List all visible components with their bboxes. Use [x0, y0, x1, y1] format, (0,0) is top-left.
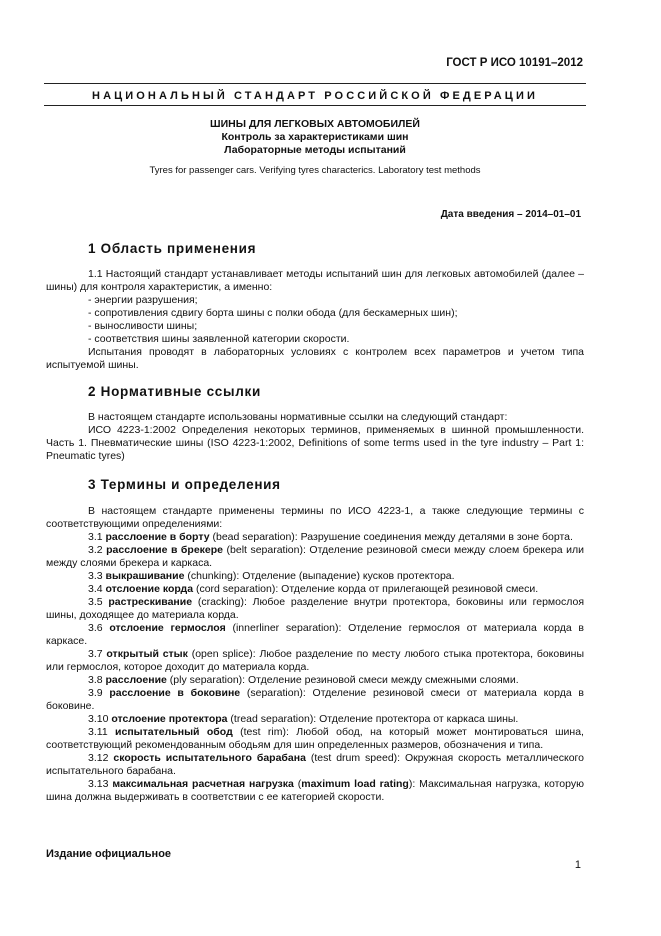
list-item: - энергии разрушения; — [88, 294, 198, 306]
term-name: расслоение в боковине — [109, 687, 241, 699]
document-id: ГОСТ Р ИСО 10191–2012 — [446, 57, 583, 69]
term-number: 3.5 — [88, 596, 109, 608]
term-name: максимальная расчетная нагрузка — [112, 778, 294, 790]
term-name: испытательный обод — [115, 726, 233, 738]
term-definition — [46, 596, 584, 622]
section-1-body — [46, 268, 584, 372]
term-definition — [46, 622, 584, 648]
paragraph: Испытания проводят в лабораторных условиях с контролем всех параметров и учетом типа испытуемой шины. — [46, 346, 584, 371]
term-definition: 3.13 максимальная расчетная нагрузка (maximum load rating): Максимальная нагрузка, которую шина должна выдерживать в соответствии с ее категорией скорости. — [46, 778, 584, 803]
section-3-heading: 3 Термины и определения — [88, 477, 281, 492]
term-number: 3.12 — [88, 752, 114, 764]
section-2-body — [46, 411, 584, 463]
paragraph: ИСО 4223-1:2002 Определения некоторых терминов, применяемых в шинной промышленности. Часть 1. Пневматические шины (ISO 4223-1:2002, Definitions of some terms used in the tyre industry – Part 1: Pneumatic tyres) — [46, 424, 584, 462]
term-number: 3.1 — [88, 531, 106, 543]
term-definition-text: (belt separation): Отделение резиновой смеси между слоем брекера или между слоями брекера и каркаса. — [46, 544, 585, 569]
header-rule-top — [44, 83, 586, 84]
term-definition — [46, 713, 584, 726]
term-definition-text: (separation): Отделение резиновой смеси от материала корда в боковине. — [46, 687, 584, 712]
list-item: - соответствия шины заявленной категории скорости. — [88, 333, 350, 345]
term-number: 3.13 — [88, 778, 113, 790]
term-definition-text: (ply separation): Отделение резиновой смеси между смежными слоями. — [166, 674, 519, 686]
section-1-heading: 1 Область применения — [88, 241, 257, 256]
term-definition-text: (tread separation): Отделение протектора от каркаса шины. — [227, 713, 519, 725]
term-number: 3.11 — [88, 726, 116, 738]
term-name: скорость испытательного барабана — [113, 752, 306, 764]
term-name-english: maximum load rating — [301, 778, 409, 790]
term-number: 3.6 — [88, 622, 110, 634]
term-name: выкрашивание — [105, 570, 185, 582]
term-definition-text: (open splice): Любое разделение по месту любого стыка протектора, боковины или гермослоя, которое доходит до материала корда. — [46, 648, 585, 673]
term-definition-text: (test rim): Любой обод, на который может монтироваться шина, соответствующий рекомендованным ободьям для шин определенных размеров, обозначения и типа. — [46, 726, 584, 751]
term-definition — [46, 531, 584, 544]
term-number: 3.9 — [88, 687, 110, 699]
term-definition-text: (chunking): Отделение (выпадение) кусков протектора. — [184, 570, 455, 582]
term-name: расслоение в борту — [105, 531, 210, 543]
term-number: 3.8 — [88, 674, 106, 686]
term-name: отслоение протектора — [111, 713, 228, 725]
page-number: 1 — [574, 859, 581, 871]
term-name: расслоение в брекере — [106, 544, 224, 556]
term-definition-text: (cracking): Любое разделение внутри протектора, боковины или гермослоя шины, доходящее до материала корда. — [46, 596, 585, 621]
title-line-3: Лабораторные методы испытаний — [224, 144, 406, 156]
term-definition-text: ): Максимальная нагрузка, которую шина должна выдерживать в соответствии с ее категорией скорости. — [46, 778, 584, 803]
term-name: расслоение — [105, 674, 167, 686]
title-line-2: Контроль за характеристиками шин — [221, 131, 409, 143]
term-name: отслоение гермослоя — [109, 622, 226, 634]
term-name: отслоение корда — [105, 583, 194, 595]
term-definition-text: (innerliner separation): Отделение гермослоя от материала корда в каркасе. — [46, 622, 584, 647]
term-name: растрескивание — [108, 596, 193, 608]
edition-label: Издание официальное — [46, 848, 172, 860]
paragraph: 1.1 Настоящий стандарт устанавливает методы испытаний шин для легковых автомобилей (далее – шины) для контроля характеристик, а именно: — [46, 268, 584, 293]
term-name: открытый стык — [106, 648, 188, 660]
national-standard-banner: НАЦИОНАЛЬНЫЙ СТАНДАРТ РОССИЙСКОЙ ФЕДЕРАЦИИ — [92, 90, 538, 102]
term-definition-text: (test drum speed): Окружная скорость металлического испытательного барабана. — [46, 752, 584, 777]
term-definition — [46, 726, 584, 752]
term-definition — [46, 583, 584, 596]
term-definition — [46, 648, 584, 674]
term-definition — [46, 570, 584, 583]
paragraph: В настоящем стандарте применены термины по ИСО 4223-1, а также следующие термины с соответствующими определениями: — [46, 505, 584, 530]
paragraph: В настоящем стандарте использованы нормативные ссылки на следующий стандарт: — [88, 411, 508, 423]
term-number: 3.7 — [88, 648, 107, 660]
introduction-date: Дата введения – 2014–01–01 — [440, 209, 581, 220]
list-item: - выносливости шины; — [88, 320, 198, 332]
terms-list — [46, 531, 584, 804]
term-number: 3.2 — [88, 544, 107, 556]
term-number: 3.3 — [88, 570, 106, 582]
term-definition — [46, 544, 584, 570]
term-number: 3.10 — [88, 713, 112, 725]
header-rule-bottom — [44, 105, 586, 106]
term-definition-text: (cord separation): Отделение корда от прилегающей резиновой смеси. — [193, 583, 539, 595]
title-line-1: ШИНЫ ДЛЯ ЛЕГКОВЫХ АВТОМОБИЛЕЙ — [210, 118, 420, 130]
section-2-heading: 2 Нормативные ссылки — [88, 384, 261, 399]
term-definition — [46, 752, 584, 778]
term-definition — [46, 674, 584, 687]
list-item: - сопротивления сдвигу борта шины с полки обода (для бескамерных шин); — [88, 307, 458, 319]
title-english: Tyres for passenger cars. Verifying tyres characterics. Laboratory test methods — [149, 165, 481, 176]
term-definition-text: (bead separation): Разрушение соединения между деталями в зоне борта. — [209, 531, 573, 543]
term-definition — [46, 687, 584, 713]
term-number: 3.4 — [88, 583, 106, 595]
section-3-body — [46, 505, 584, 804]
